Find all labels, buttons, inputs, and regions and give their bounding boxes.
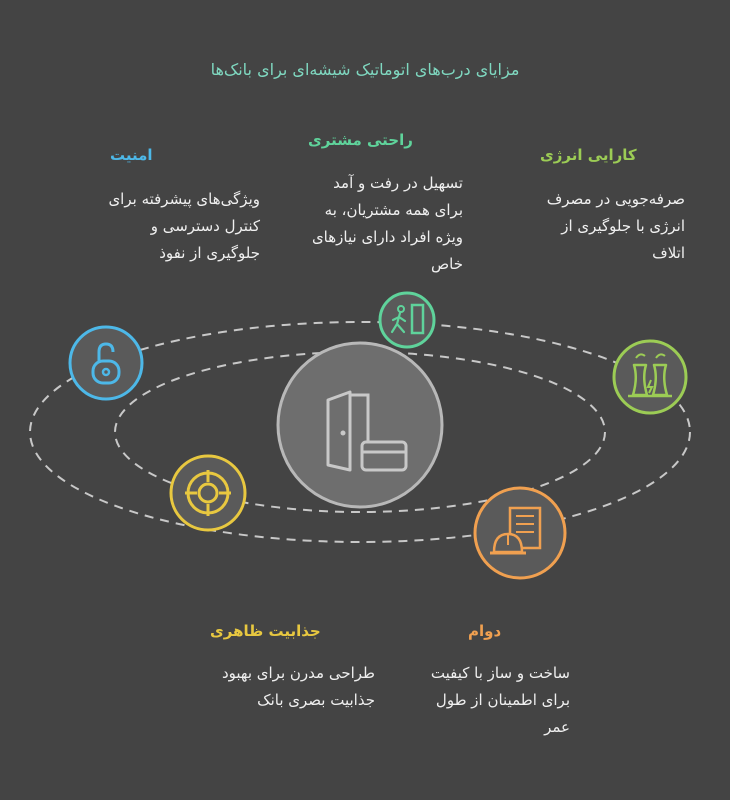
- page-title: مزایای درب‌های اتوماتیک شیشه‌ای برای بانک‌ها: [210, 60, 520, 79]
- aesthetics-text: طراحی مدرن برای بهبود جذابیت بصری بانک: [221, 664, 375, 709]
- comfort-heading: راحتی مشتری: [308, 131, 413, 149]
- lock-icon: [70, 327, 142, 399]
- construction-icon: [475, 488, 565, 578]
- target-icon: [171, 456, 245, 530]
- power-plant-icon: [614, 341, 686, 413]
- energy-text: صرفه‌جویی در مصرف انرژی با جلوگیری از اتلاف: [546, 190, 685, 262]
- security-text: ویژگی‌های پیشرفته برای کنترل دسترسی و جلوگیری از نفوذ: [108, 190, 260, 262]
- walking-door-icon: [380, 293, 434, 347]
- durability-heading: دوام: [468, 622, 502, 640]
- durability-text: ساخت و ساز با کیفیت برای اطمینان از طول عمر: [430, 664, 570, 736]
- security-heading: امنیت: [110, 146, 153, 164]
- energy-heading: کارایی انرژی: [540, 146, 637, 164]
- comfort-text: تسهیل در رفت و آمد برای همه مشتریان، به ویژه افراد دارای نیازهای خاص: [311, 174, 463, 273]
- aesthetics-heading: جذابیت ظاهری: [210, 622, 321, 640]
- door-card-icon: [278, 343, 442, 507]
